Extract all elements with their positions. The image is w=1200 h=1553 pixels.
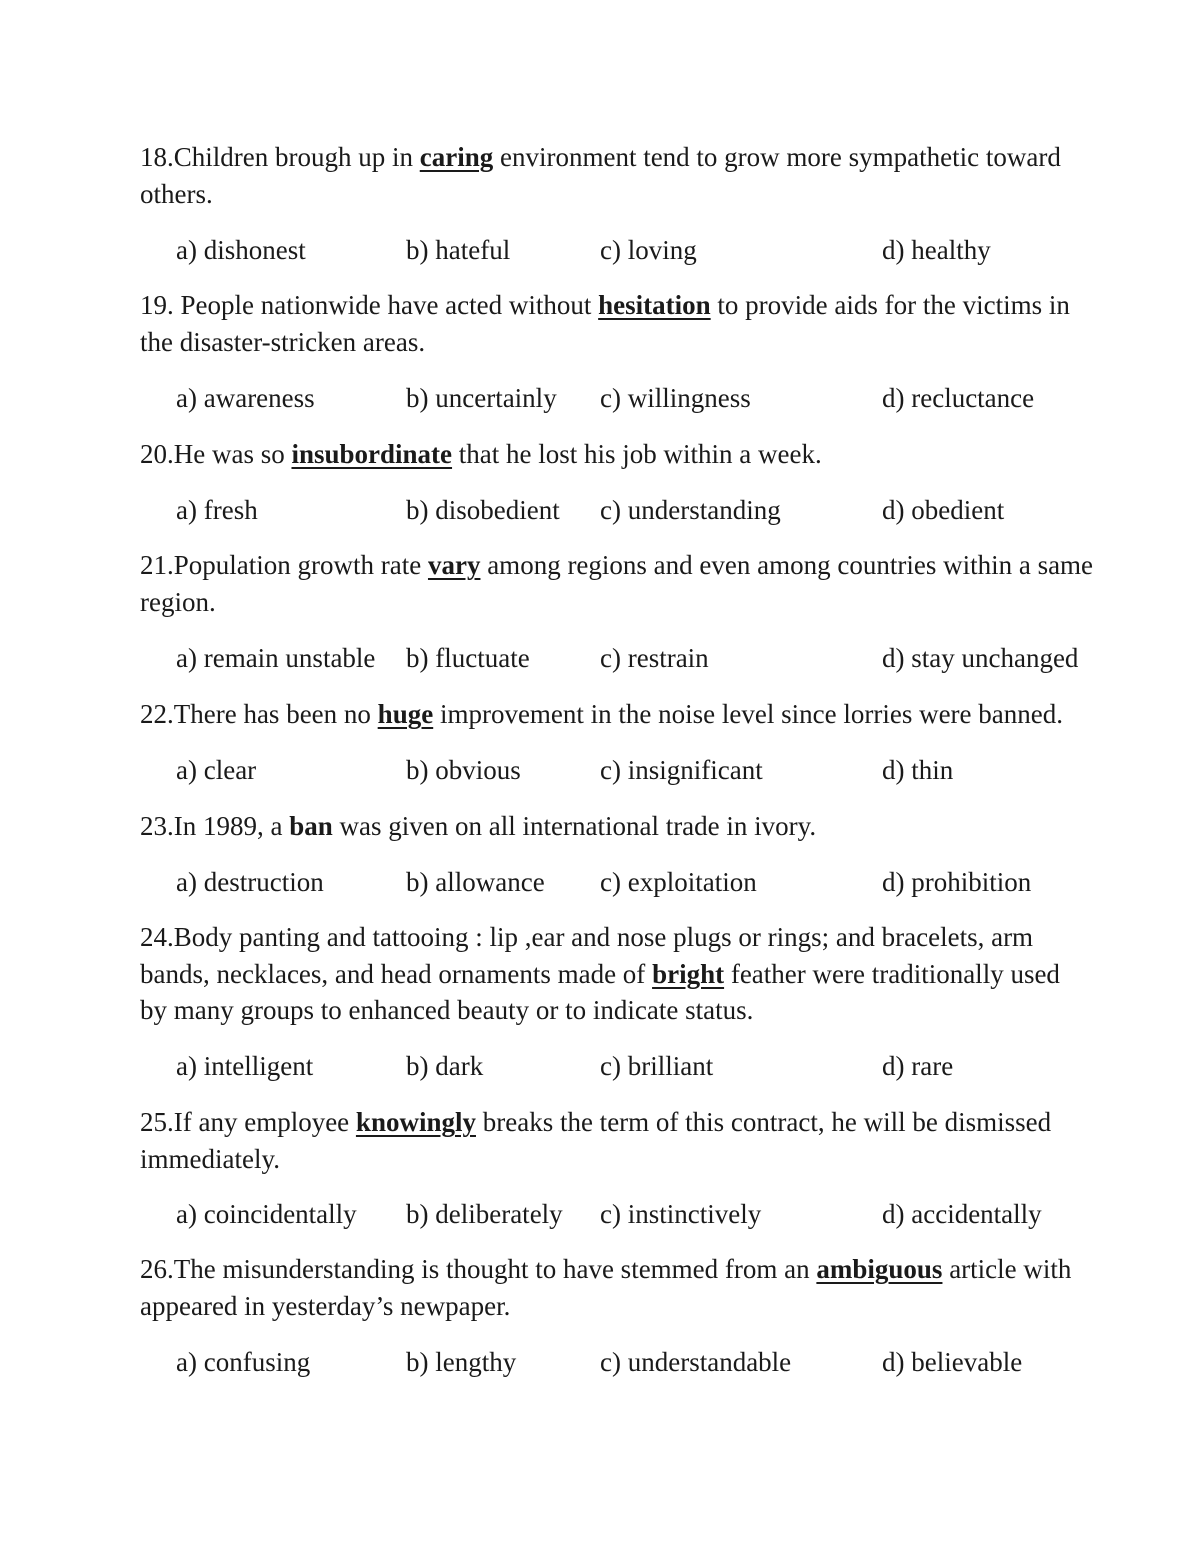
option-d: d) believable <box>882 1347 1023 1377</box>
option-c: c) exploitation <box>600 867 757 897</box>
option-a: a) intelligent <box>176 1051 314 1081</box>
question-text-before: He was so <box>173 439 292 469</box>
option-d: d) obedient <box>882 495 1005 525</box>
option-d: d) accidentally <box>882 1199 1042 1229</box>
question-number: 18. <box>140 142 174 172</box>
option-b: b) disobedient <box>406 495 560 525</box>
question-text-before: In 1989, a <box>173 811 290 841</box>
question-text-after: improvement in the noise level since lorries were banned. <box>433 699 1063 729</box>
question-text-after: that he lost his job within a week. <box>452 439 822 469</box>
options-25 <box>0 1196 1200 1232</box>
option-b: b) obvious <box>406 755 521 785</box>
option-c: c) brilliant <box>600 1051 714 1081</box>
option-b: b) lengthy <box>406 1347 517 1377</box>
question-text-before: There has been no <box>173 699 378 729</box>
option-a: a) fresh <box>176 495 258 525</box>
option-a: a) dishonest <box>176 235 306 265</box>
question-text-before: Children brough up in <box>173 142 420 172</box>
keyword: vary <box>427 550 481 580</box>
keyword: ambiguous <box>816 1254 943 1284</box>
question-number: 25. <box>140 1107 174 1137</box>
question-text-before: Population growth rate <box>173 550 428 580</box>
option-c: c) willingness <box>600 383 751 413</box>
question-number: 24. <box>140 922 174 952</box>
option-b: b) fluctuate <box>406 643 530 673</box>
keyword: bright <box>652 958 725 989</box>
options-21 <box>0 640 1200 676</box>
option-a: a) remain unstable <box>176 643 376 673</box>
option-a: a) destruction <box>176 867 324 897</box>
options-23 <box>0 864 1200 900</box>
option-a: a) clear <box>176 755 257 785</box>
question-number: 21. <box>140 550 174 580</box>
question-number: 20. <box>140 439 174 469</box>
question-number: 23. <box>140 811 174 841</box>
option-c: c) loving <box>600 235 697 265</box>
option-d: d) recluctance <box>882 383 1035 413</box>
keyword: ban <box>289 811 333 841</box>
question-number: 19. <box>140 290 181 320</box>
options-18 <box>0 232 1200 268</box>
question-text-after: article with appeared in yesterday’s newpaper. <box>140 1254 1072 1321</box>
options-19 <box>0 380 1200 416</box>
question-24 <box>140 919 1090 1029</box>
keyword: caring <box>419 142 494 172</box>
option-b: b) uncertainly <box>406 383 557 413</box>
options-26 <box>0 1344 1200 1380</box>
question-text-before: People nationwide have acted without <box>180 290 599 320</box>
question-text-after: among regions and even among countries within a same region. <box>140 550 1094 617</box>
option-d: d) prohibition <box>882 867 1032 897</box>
question-25 <box>140 1104 1100 1177</box>
question-20 <box>140 436 1100 473</box>
question-23 <box>140 808 1100 845</box>
question-text-after: feather were traditionally used by many groups to enhanced beauty or to indicate status. <box>140 958 1060 1025</box>
option-d: d) healthy <box>882 235 991 265</box>
options-22 <box>0 752 1200 788</box>
option-d: d) rare <box>882 1051 954 1081</box>
keyword: insubordinate <box>291 439 453 469</box>
option-c: c) understanding <box>600 495 781 525</box>
keyword: knowingly <box>355 1107 476 1137</box>
question-number: 22. <box>140 699 174 729</box>
question-number: 26. <box>140 1254 174 1284</box>
option-b: b) dark <box>406 1051 484 1081</box>
question-18 <box>140 139 1100 212</box>
question-text-after: to provide aids for the victims in the disaster-stricken areas. <box>140 290 1070 357</box>
question-text-after: was given on all international trade in ivory. <box>332 811 817 841</box>
keyword: hesitation <box>598 290 711 320</box>
option-a: a) confusing <box>176 1347 311 1377</box>
question-21 <box>140 547 1100 620</box>
question-text-before: Body panting and tattooing : lip ,ear and nose plugs or rings; and bracelets, arm bands, necklaces, and head ornaments made of <box>140 922 1034 989</box>
question-26 <box>140 1251 1140 1324</box>
question-19 <box>140 287 1100 360</box>
option-d: d) thin <box>882 755 954 785</box>
option-b: b) hateful <box>406 235 511 265</box>
keyword: huge <box>377 699 434 729</box>
question-text-after: environment tend to grow more sympathetic toward others. <box>140 142 1061 209</box>
options-20 <box>0 492 1200 528</box>
options-24 <box>0 1048 1200 1084</box>
option-c: c) insignificant <box>600 755 763 785</box>
option-c: c) restrain <box>600 643 709 673</box>
option-b: b) allowance <box>406 867 545 897</box>
question-text-before: The misunderstanding is thought to have stemmed from an <box>173 1254 817 1284</box>
question-text-before: If any employee <box>173 1107 356 1137</box>
option-a: a) coincidentally <box>176 1199 357 1229</box>
option-a: a) awareness <box>176 383 315 413</box>
option-c: c) instinctively <box>600 1199 762 1229</box>
question-text-after: breaks the term of this contract, he will be dismissed immediately. <box>140 1107 1052 1174</box>
option-b: b) deliberately <box>406 1199 563 1229</box>
option-d: d) stay unchanged <box>882 643 1079 673</box>
option-c: c) understandable <box>600 1347 792 1377</box>
question-22 <box>140 696 1140 733</box>
